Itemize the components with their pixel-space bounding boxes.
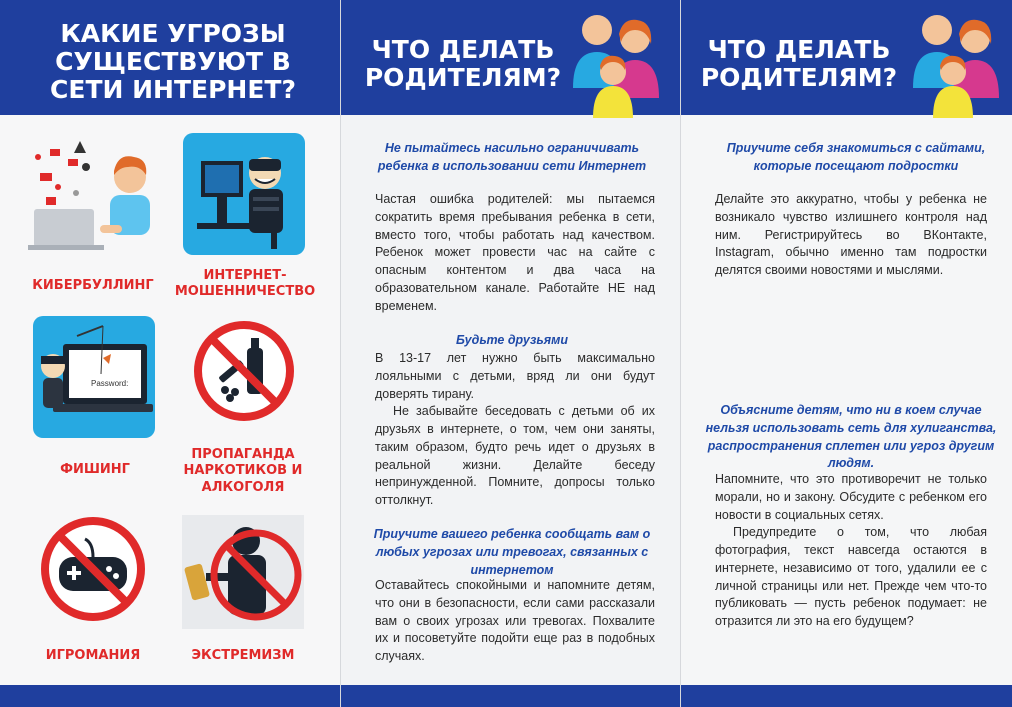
section-body-learn-sites [715,191,987,280]
cyberbullying-illustration [28,135,158,255]
family-icon [563,8,673,118]
threat-label-phishing: ФИШИНГ [60,462,130,477]
parents-advice-panel-1 [340,0,680,707]
threat-label-drugs-alcohol: ПРОПАГАНДА НАРКОТИКОВ И АЛКОГОЛЯ [183,447,303,495]
paragraph: В 13-17 лет нужно быть максимально лояльными с детьми, вряд ли они будут доверять тирану. [375,351,655,401]
paragraph: Оставайтесь спокойными и напомните детям, что они в безопасности, если сами рассказали вам о своих угрозах или тревогах. Похвалите их и посоветуйте подойти еще раз в подобных случаях. [375,578,655,663]
parents-advice-header-2 [681,0,1012,115]
threats-header [0,0,340,115]
family-icon [903,8,1012,118]
section-body-no-hooliganism [715,471,987,631]
internet-fraud-tile [183,133,305,255]
section-heading-be-friends: Будьте друзьями [455,333,569,347]
section-body-dont-restrict [375,191,655,315]
threats-title: КАКИЕ УГРОЗЫ СУЩЕСТВУЮТ В СЕТИ ИНТЕРНЕТ? [50,19,296,104]
threat-label-extremism: ЭКСТРЕМИЗМ [191,648,295,663]
phishing-password-label: Password: [91,379,129,388]
parents-advice-title-2: ЧТО ДЕЛАТЬ РОДИТЕЛЯМ? [700,35,898,92]
hacker-icon [183,133,305,255]
threat-label-cyberbullying: КИБЕРБУЛЛИНГ [32,278,154,293]
threats-panel [0,0,340,707]
section-heading-no-hooliganism: Объясните детям, что ни в коем случае нельзя использовать сеть для хулиганства, распространения сплетен или угроз другим людям. [705,403,997,471]
parents-advice-footer-2 [681,685,1012,707]
phishing-tile [33,316,155,438]
no-drugs-alcohol-icon [191,318,297,424]
section-body-report-threats [375,577,655,666]
no-gaming-icon [37,513,149,625]
gaming-addiction-illustration [37,513,149,625]
no-extremism-icon [182,515,304,629]
paragraph: Предупредите о том, что любая фотография, текст навсегда остаются в интернете, независимо от того, удалили ее с личной страницы или нет. Прежде чем что-то публиковать — пусть ребенок подумает: не отразится ли это на его будущем? [715,525,987,628]
parents-advice-header-1 [341,0,680,115]
paragraph: Делайте это аккуратно, чтобы у ребенка не возникало чувство излишнего контроля над ним. Регистрируйтесь во ВКонтакте, Instagram, обычно именно там подростки делятся своими новостями и мыслями. [715,192,987,277]
drugs-alcohol-illustration [191,318,297,424]
section-heading-dont-restrict: Не пытайтесь насильно ограничивать ребенка в использовании сети Интернет [377,141,647,173]
section-body-be-friends [375,350,655,510]
section-heading-learn-sites: Приучите себя знакомиться с сайтами, которые посещают подростки [726,141,986,173]
cyberbullying-icon [28,135,158,255]
threat-label-internet-fraud: ИНТЕРНЕТ-МОШЕННИЧЕСТВО [174,268,316,300]
extremism-illustration [182,515,304,629]
parents-advice-title-1: ЧТО ДЕЛАТЬ РОДИТЕЛЯМ? [364,35,562,92]
parents-advice-footer-1 [341,685,680,707]
threats-footer [0,685,340,707]
section-heading-report-threats: Приучите вашего ребенка сообщать вам о любых угрозах или тревогах, связанных с интернетом [373,527,651,577]
paragraph: Напомните, что это противоречит не только морали, но и закону. Обсудите с ребенком его новости в социальных сетях. [715,472,987,522]
threat-label-gaming-addiction: ИГРОМАНИЯ [45,648,141,663]
parents-advice-panel-2 [680,0,1012,707]
paragraph: Частая ошибка родителей: мы пытаемся сократить время пребывания ребенка в сети, вместо того, чтобы работать над качеством. Ребенок может провести час на сайте с опасным контентом и два часа на образовательном канале. Работайте НЕ над временем. [375,192,655,313]
paragraph: Не забывайте беседовать с детьми об их друзьях в интернете, о том, чем они заняты, таким образом, будто речь идет о друзьях в реальной жизни. Делайте беседу непринужденной. Помните, допросы только оттолкнут. [375,404,655,507]
phishing-laptop-icon [33,316,155,438]
